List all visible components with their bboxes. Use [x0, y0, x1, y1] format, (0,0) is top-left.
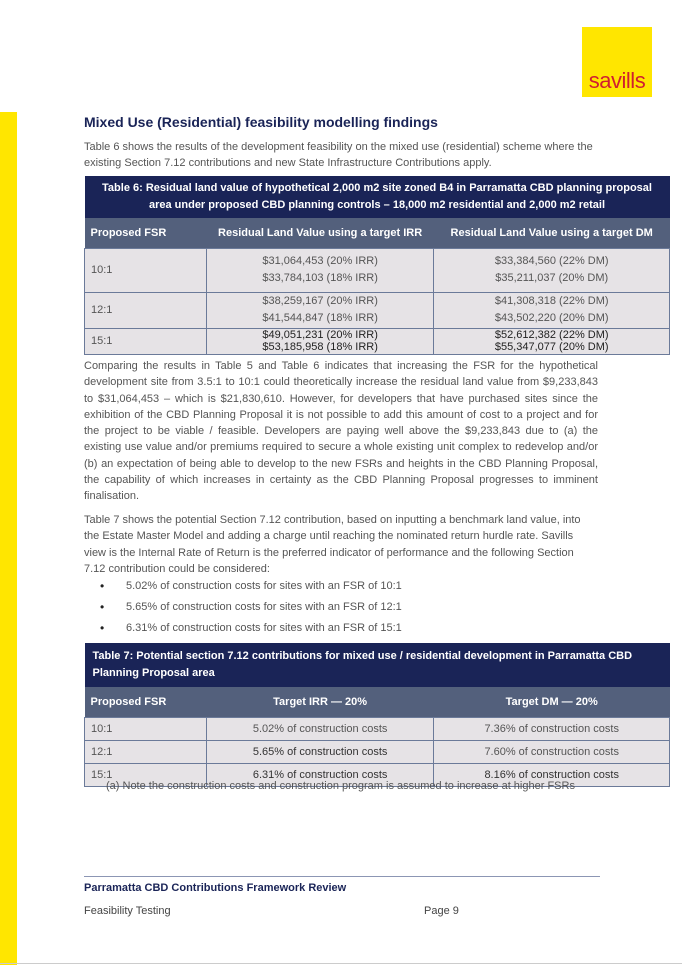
table-row — [85, 248, 670, 292]
table-row — [85, 717, 670, 740]
table-cell-fsr: 15:1 — [85, 763, 207, 786]
table-7-header-dm: Target DM — 20% — [434, 687, 670, 717]
irr-value-20: $38,259,167 (20% IRR) — [262, 295, 378, 307]
table-cell-fsr: 12:1 — [85, 740, 207, 763]
table-row — [85, 292, 670, 328]
table-row — [85, 328, 670, 354]
table-6-header-dm: Residual Land Value using a target DM — [434, 218, 670, 248]
bullet-icon: • — [100, 600, 105, 614]
section-heading: Mixed Use (Residential) feasibility modelling findings — [84, 114, 438, 130]
table-cell-irr: 5.02% of construction costs — [206, 717, 434, 740]
table-cell-dm — [434, 292, 670, 328]
table-7-title-row — [85, 643, 670, 687]
bullet-text: 5.02% of construction costs for sites with an FSR of 10:1 — [126, 580, 402, 592]
table-7-note: (a) Note the construction costs and construction program is assumed to increase at higher FSRs — [106, 780, 575, 792]
dm-value-22: $33,384,560 (22% DM) — [494, 255, 609, 267]
logo-text: savills — [588, 68, 646, 93]
page-number: Page 9 — [424, 905, 459, 917]
list-item — [100, 599, 402, 620]
bullet-text: 6.31% of construction costs for sites with an FSR of 15:1 — [126, 622, 402, 634]
table-cell-irr: 6.31% of construction costs — [206, 763, 434, 786]
table-6 — [84, 176, 670, 355]
dm-value-20: $35,211,037 (20% DM) — [495, 272, 609, 284]
irr-value-20: $49,051,231 (20% IRR) — [262, 329, 378, 341]
table-cell-fsr: 12:1 — [85, 292, 207, 328]
dm-value-22: $52,612,382 (22% DM) — [494, 329, 609, 341]
irr-value-18: $53,185,958 (18% IRR) — [262, 341, 378, 353]
table-7-header-row — [85, 687, 670, 717]
table-cell-irr — [206, 248, 434, 292]
bottom-rule — [0, 963, 682, 964]
bullet-text: 5.65% of construction costs for sites with an FSR of 12:1 — [126, 601, 402, 613]
comparison-paragraph: Comparing the results in Table 5 and Table 6 indicates that increasing the FSR for the hypothetical development site from 3.5:1 to 10:1 could theoretically increase the residual land value from $9,233,843 to $31,064,453 – which is $21,830,610. However, for developers that have purchased sites since the exhibition of the CBD Planning Proposal it is not possible to add this amount of cost to a project and for the project to be viable / feasible. Developers are paying well above the $9,233,843 due to (a) the existing use value and/or premiums required to secure a whole existing unit complex to redevelop and/or (b) an expectation of being able to develop to the new FSRs and heights in the CBD Planning Proposal, the capability of which increases in certainty as the CBD Planning Proposal progresses to imminent finalisation. — [84, 360, 598, 503]
table-cell-dm: 7.60% of construction costs — [434, 740, 670, 763]
table-6-title-row — [85, 176, 670, 218]
table-cell-dm: 8.16% of construction costs — [434, 763, 670, 786]
table-6-header-fsr: Proposed FSR — [85, 218, 207, 248]
irr-value-18: $33,784,103 (18% IRR) — [262, 272, 378, 284]
irr-value-18: $41,544,847 (18% IRR) — [262, 312, 378, 324]
table-cell-irr: 5.65% of construction costs — [206, 740, 434, 763]
table-row — [85, 740, 670, 763]
footer-subtitle: Feasibility Testing — [84, 905, 171, 917]
table-cell-fsr: 10:1 — [85, 248, 207, 292]
table-7-header-fsr: Proposed FSR — [85, 687, 207, 717]
list-item — [100, 620, 402, 641]
table-cell-dm — [434, 328, 670, 354]
table-cell-irr — [206, 328, 434, 354]
table-cell-dm — [434, 248, 670, 292]
table-7 — [84, 643, 670, 787]
table-cell-irr — [206, 292, 434, 328]
irr-value-20: $31,064,453 (20% IRR) — [262, 255, 378, 267]
list-item — [100, 578, 402, 599]
table-6-title: Table 6: Residual land value of hypothetical 2,000 m2 site zoned B4 in Parramatta CBD planning proposal area under proposed CBD planning controls – 18,000 m2 residential and 2,000 m2 retail — [85, 176, 670, 218]
bullet-icon: • — [100, 621, 105, 635]
table-6-header-row — [85, 218, 670, 248]
yellow-side-bar — [0, 112, 17, 965]
table-7-header-irr: Target IRR — 20% — [206, 687, 434, 717]
table-7-intro-paragraph: Table 7 shows the potential Section 7.12 contribution, based on inputting a benchmark land value, into the Estate Master Model and adding a charge until reaching the nominated return hurdle rate. Savills view is the Internal Rate of Return is the preferred indicator of performance and the following Section 7.12 contribution could be considered: — [84, 514, 581, 575]
table-7-title: Table 7: Potential section 7.12 contributions for mixed use / residential development in Parramatta CBD Planning Proposal area — [85, 643, 670, 687]
table-6-header-irr: Residual Land Value using a target IRR — [206, 218, 434, 248]
footer-title: Parramatta CBD Contributions Framework Review — [84, 882, 347, 894]
intro-paragraph: Table 6 shows the results of the development feasibility on the mixed use (residential) scheme where the existing Section 7.12 contributions and new State Infrastructure Contributions apply. — [84, 141, 593, 170]
dm-value-22: $41,308,318 (22% DM) — [494, 295, 609, 307]
bullet-icon: • — [100, 579, 105, 593]
dm-value-20: $43,502,220 (20% DM) — [494, 312, 609, 324]
table-cell-fsr: 10:1 — [85, 717, 207, 740]
table-cell-dm: 7.36% of construction costs — [434, 717, 670, 740]
savills-logo — [582, 27, 652, 97]
dm-value-20: $55,347,077 (20% DM) — [494, 341, 609, 353]
footer-divider — [84, 876, 600, 877]
table-cell-fsr: 15:1 — [85, 328, 207, 354]
bullet-list — [100, 578, 402, 641]
